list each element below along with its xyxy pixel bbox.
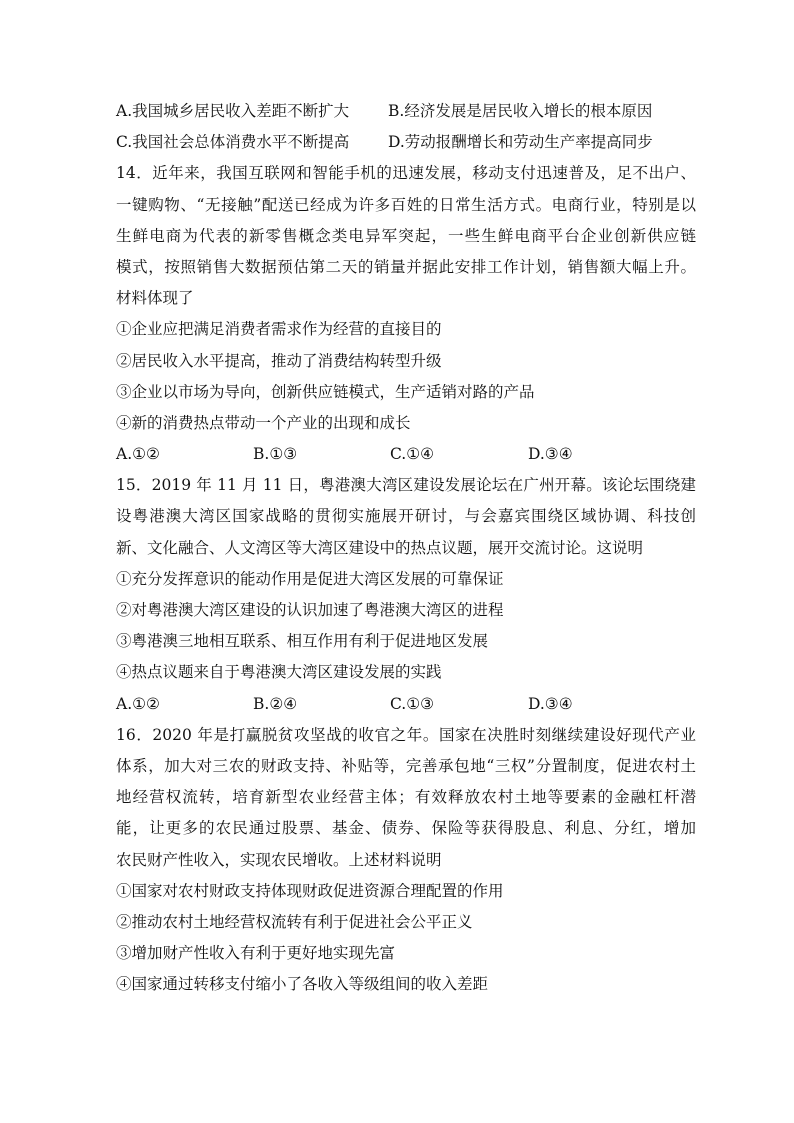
q15-stem-line: 新、文化融合、人文湾区等大湾区建设中的热点议题，展开交流讨论。这说明: [116, 538, 644, 557]
q14-stem-line: 材料体现了: [116, 289, 194, 308]
q13-options-row-2: [116, 127, 696, 158]
q15-option-d: D.③④: [528, 694, 573, 713]
q14-stem-line: 模式，按照销售大数据预估第二天的销量并据此安排工作计划，销售额大幅上升。: [116, 257, 696, 276]
q15-stem-line: 15．2019 年 11 月 11 日，粤港澳大湾区建设发展论坛在广州开幕。该论坛围绕建: [116, 476, 696, 495]
q14-stem-line: 一键购物、“无接触”配送已经成为许多百姓的日常生活方式。电商行业，特别是以: [116, 195, 696, 214]
q14-statement-2: ②居民收入水平提高，推动了消费结构转型升级: [116, 351, 442, 370]
q16-statement-1: ①国家对农村财政支持体现财政促进资源合理配置的作用: [116, 881, 504, 900]
q15-option-c: C.①③: [390, 694, 435, 713]
q13-option-b: B.经济发展是居民收入增长的根本原因: [388, 102, 653, 120]
q16-stem-line: 体系，加大对三农的财政支持、补贴等，完善承包地“三权”分置制度，促进农村土: [116, 756, 696, 775]
q15-statement-4: ④热点议题来自于粤港澳大湾区建设发展的实践: [116, 663, 442, 682]
q14-options: [116, 439, 696, 470]
question-content: [116, 96, 696, 1000]
q16-stem-line: 地经营权流转，培育新型农业经营主体；有效释放农村土地等要素的金融杠杆潜: [116, 788, 696, 807]
q13-option-d: D.劳动报酬增长和劳动生产率提高同步: [388, 133, 653, 152]
q14-statement-3: ③企业以市场为导向，创新供应链模式，生产适销对路的产品: [116, 382, 535, 401]
q16-statement-3: ③增加财产性收入有利于更好地实现先富: [116, 944, 396, 963]
q14-option-b: B.①③: [253, 445, 298, 464]
q15-statement-1: ①充分发挥意识的能动作用是促进大湾区发展的可靠保证: [116, 569, 504, 588]
q15-options: [116, 689, 696, 720]
q15-option-a: A.①②: [116, 694, 160, 713]
q15-option-b: B.②④: [253, 694, 298, 713]
q15-stem-line: 设粤港澳大湾区国家战略的贯彻实施展开研讨，与会嘉宾围绕区域协调、科技创: [116, 507, 696, 526]
q13-options-row-1: [116, 96, 696, 127]
q13-option-a: A.我国城乡居民收入差距不断扩大: [116, 102, 350, 120]
q14-option-a: A.①②: [116, 445, 160, 464]
q16-stem-line: 能，让更多的农民通过股票、基金、债券、保险等获得股息、利息、分红，增加: [116, 819, 696, 838]
q16-stem-line: 16．2020 年是打赢脱贫攻坚战的收官之年。国家在决胜时刻继续建设好现代产业: [116, 725, 696, 744]
q14-statement-1: ①企业应把满足消费者需求作为经营的直接目的: [116, 320, 442, 339]
q16-stem-line: 农民财产性收入，实现农民增收。上述材料说明: [116, 850, 442, 869]
q15-statement-2: ②对粤港澳大湾区建设的认识加速了粤港澳大湾区的进程: [116, 601, 504, 619]
q15-statement-3: ③粤港澳三地相互联系、相互作用有利于促进地区发展: [116, 632, 489, 651]
q14-option-d: D.③④: [528, 445, 573, 464]
q16-statement-4: ④国家通过转移支付缩小了各收入等级组间的收入差距: [116, 975, 489, 994]
q16-statement-2: ②推动农村土地经营权流转有利于促进社会公平正义: [116, 912, 473, 931]
q13-option-c: C.我国社会总体消费水平不断提高: [116, 133, 350, 152]
q14-stem-line: 生鲜电商为代表的新零售概念类电异军突起，一些生鲜电商平台企业创新供应链: [116, 226, 696, 245]
q14-option-c: C.①④: [390, 445, 435, 464]
q14-statement-4: ④新的消费热点带动一个产业的出现和成长: [116, 413, 411, 432]
q14-stem-line: 14．近年来，我国互联网和智能手机的迅速发展，移动支付迅速普及，足不出户、: [116, 164, 696, 183]
